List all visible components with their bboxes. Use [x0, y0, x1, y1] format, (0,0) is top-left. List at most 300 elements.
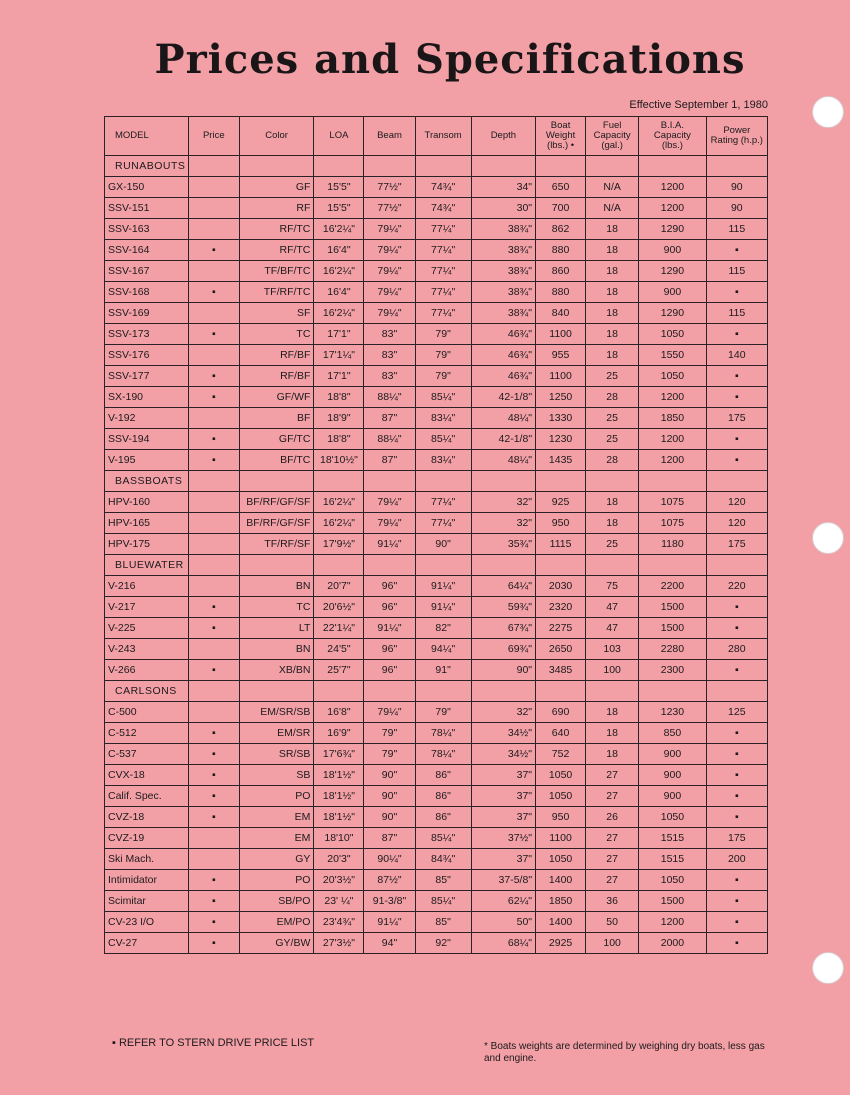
depth-cell: 90": [471, 660, 535, 681]
table-row: [105, 219, 768, 240]
transom-cell: 90": [415, 534, 471, 555]
model-cell: V-192: [105, 408, 189, 429]
empty-cell: [471, 555, 535, 576]
table-row: [105, 744, 768, 765]
depth-cell: 38¾": [471, 219, 535, 240]
bia-cell: 2000: [639, 933, 706, 954]
color-cell: BF/RF/GF/SF: [239, 492, 314, 513]
beam-cell: 90": [364, 765, 415, 786]
empty-cell: [314, 555, 364, 576]
price-cell: [188, 576, 239, 597]
empty-cell: [314, 156, 364, 177]
empty-cell: [415, 156, 471, 177]
table-row: [105, 597, 768, 618]
depth-cell: 37": [471, 765, 535, 786]
bia-cell: 2200: [639, 576, 706, 597]
model-cell: V-243: [105, 639, 189, 660]
beam-cell: 91-3/8": [364, 891, 415, 912]
table-row: [105, 282, 768, 303]
empty-cell: [188, 471, 239, 492]
fuel-cell: 25: [586, 366, 639, 387]
color-cell: TC: [239, 324, 314, 345]
model-cell: SSV-164: [105, 240, 189, 261]
empty-cell: [471, 681, 535, 702]
weight-cell: 690: [536, 702, 586, 723]
model-cell: CVX-18: [105, 765, 189, 786]
bia-cell: 1230: [639, 702, 706, 723]
specifications-table: [104, 116, 768, 954]
price-cell: ▪: [188, 912, 239, 933]
loa-cell: 16'4": [314, 282, 364, 303]
power-cell: 90: [706, 177, 767, 198]
weight-cell: 2030: [536, 576, 586, 597]
power-cell: ▪: [706, 723, 767, 744]
header-power: Power Rating (h.p.): [706, 117, 767, 156]
empty-cell: [188, 555, 239, 576]
bia-cell: 1200: [639, 387, 706, 408]
empty-cell: [364, 156, 415, 177]
model-cell: CV-27: [105, 933, 189, 954]
table-row: [105, 891, 768, 912]
price-cell: ▪: [188, 450, 239, 471]
power-cell: ▪: [706, 366, 767, 387]
empty-cell: [188, 681, 239, 702]
binder-hole: [812, 96, 844, 128]
table-row: [105, 786, 768, 807]
fuel-cell: 18: [586, 240, 639, 261]
power-cell: ▪: [706, 870, 767, 891]
power-cell: 115: [706, 219, 767, 240]
fuel-cell: 18: [586, 492, 639, 513]
price-cell: [188, 345, 239, 366]
empty-cell: [364, 471, 415, 492]
fuel-cell: 18: [586, 219, 639, 240]
power-cell: 120: [706, 492, 767, 513]
section-row: [105, 156, 768, 177]
power-cell: 125: [706, 702, 767, 723]
weight-cell: 950: [536, 513, 586, 534]
depth-cell: 37-5/8": [471, 870, 535, 891]
color-cell: RF/BF: [239, 345, 314, 366]
empty-cell: [639, 156, 706, 177]
power-cell: 140: [706, 345, 767, 366]
bia-cell: 1050: [639, 324, 706, 345]
price-cell: ▪: [188, 744, 239, 765]
power-cell: ▪: [706, 765, 767, 786]
weight-cell: 925: [536, 492, 586, 513]
depth-cell: 50": [471, 912, 535, 933]
bia-cell: 850: [639, 723, 706, 744]
beam-cell: 90": [364, 786, 415, 807]
beam-cell: 87": [364, 408, 415, 429]
model-cell: HPV-175: [105, 534, 189, 555]
weight-cell: 640: [536, 723, 586, 744]
section-label: BLUEWATER: [105, 555, 189, 576]
empty-cell: [586, 471, 639, 492]
bia-cell: 1290: [639, 219, 706, 240]
empty-cell: [188, 156, 239, 177]
beam-cell: 79": [364, 723, 415, 744]
beam-cell: 77½": [364, 198, 415, 219]
fuel-cell: 50: [586, 912, 639, 933]
price-cell: ▪: [188, 429, 239, 450]
header-model: MODEL: [105, 117, 189, 156]
color-cell: RF/BF: [239, 366, 314, 387]
beam-cell: 91¼": [364, 618, 415, 639]
power-cell: ▪: [706, 744, 767, 765]
color-cell: RF/TC: [239, 240, 314, 261]
bia-cell: 1200: [639, 429, 706, 450]
depth-cell: 68¼": [471, 933, 535, 954]
empty-cell: [706, 555, 767, 576]
fuel-cell: 18: [586, 282, 639, 303]
table-row: [105, 450, 768, 471]
fuel-cell: 25: [586, 408, 639, 429]
fuel-cell: 100: [586, 933, 639, 954]
table-row: [105, 723, 768, 744]
color-cell: EM/PO: [239, 912, 314, 933]
bia-cell: 1515: [639, 849, 706, 870]
header-bia: B.I.A. Capacity (lbs.): [639, 117, 706, 156]
transom-cell: 84¾": [415, 849, 471, 870]
model-cell: SSV-169: [105, 303, 189, 324]
empty-cell: [639, 555, 706, 576]
loa-cell: 17'6¾": [314, 744, 364, 765]
bia-cell: 900: [639, 765, 706, 786]
fuel-cell: 18: [586, 303, 639, 324]
weight-cell: 2275: [536, 618, 586, 639]
fuel-cell: N/A: [586, 177, 639, 198]
power-cell: 120: [706, 513, 767, 534]
beam-cell: 79¼": [364, 261, 415, 282]
bia-cell: 2300: [639, 660, 706, 681]
beam-cell: 96": [364, 639, 415, 660]
empty-cell: [415, 681, 471, 702]
bia-cell: 900: [639, 240, 706, 261]
depth-cell: 62¼": [471, 891, 535, 912]
table-row: [105, 324, 768, 345]
transom-cell: 77¼": [415, 282, 471, 303]
power-cell: ▪: [706, 786, 767, 807]
depth-cell: 35¾": [471, 534, 535, 555]
weight-cell: 862: [536, 219, 586, 240]
empty-cell: [364, 555, 415, 576]
transom-cell: 85": [415, 912, 471, 933]
model-cell: SSV-168: [105, 282, 189, 303]
section-row: [105, 471, 768, 492]
model-cell: V-225: [105, 618, 189, 639]
beam-cell: 90¼": [364, 849, 415, 870]
bia-cell: 1050: [639, 870, 706, 891]
depth-cell: 64¼": [471, 576, 535, 597]
transom-cell: 85¼": [415, 828, 471, 849]
header-color: Color: [239, 117, 314, 156]
table-row: [105, 576, 768, 597]
loa-cell: 16'2¼": [314, 513, 364, 534]
depth-cell: 37": [471, 807, 535, 828]
color-cell: RF: [239, 198, 314, 219]
table-row: [105, 702, 768, 723]
beam-cell: 87½": [364, 870, 415, 891]
price-cell: ▪: [188, 891, 239, 912]
transom-cell: 79": [415, 345, 471, 366]
loa-cell: 16'2¼": [314, 261, 364, 282]
loa-cell: 20'6½": [314, 597, 364, 618]
power-cell: ▪: [706, 618, 767, 639]
empty-cell: [471, 471, 535, 492]
table-row: [105, 912, 768, 933]
loa-cell: 15'5": [314, 177, 364, 198]
model-cell: C-512: [105, 723, 189, 744]
color-cell: GY: [239, 849, 314, 870]
empty-cell: [536, 471, 586, 492]
power-cell: 175: [706, 534, 767, 555]
fuel-cell: 47: [586, 597, 639, 618]
loa-cell: 18'10": [314, 828, 364, 849]
depth-cell: 38¾": [471, 303, 535, 324]
weight-cell: 860: [536, 261, 586, 282]
section-label: RUNABOUTS: [105, 156, 189, 177]
color-cell: BF: [239, 408, 314, 429]
loa-cell: 18'1½": [314, 786, 364, 807]
price-cell: ▪: [188, 807, 239, 828]
binder-hole: [812, 952, 844, 984]
weight-cell: 2925: [536, 933, 586, 954]
beam-cell: 77½": [364, 177, 415, 198]
depth-cell: 34½": [471, 744, 535, 765]
color-cell: TC: [239, 597, 314, 618]
beam-cell: 87": [364, 450, 415, 471]
empty-cell: [586, 681, 639, 702]
beam-cell: 79¼": [364, 492, 415, 513]
empty-cell: [239, 555, 314, 576]
transom-cell: 82": [415, 618, 471, 639]
transom-cell: 91¼": [415, 597, 471, 618]
weight-cell: 840: [536, 303, 586, 324]
beam-cell: 96": [364, 660, 415, 681]
empty-cell: [364, 681, 415, 702]
transom-cell: 77¼": [415, 240, 471, 261]
section-row: [105, 555, 768, 576]
fuel-cell: 25: [586, 534, 639, 555]
model-cell: GX-150: [105, 177, 189, 198]
fuel-cell: 75: [586, 576, 639, 597]
bia-cell: 1850: [639, 408, 706, 429]
loa-cell: 20'3": [314, 849, 364, 870]
fuel-cell: 27: [586, 765, 639, 786]
empty-cell: [471, 156, 535, 177]
effective-date: Effective September 1, 1980: [629, 99, 768, 111]
color-cell: PO: [239, 786, 314, 807]
price-cell: ▪: [188, 786, 239, 807]
empty-cell: [639, 681, 706, 702]
price-cell: [188, 219, 239, 240]
transom-cell: 85": [415, 870, 471, 891]
loa-cell: 16'2¼": [314, 219, 364, 240]
fuel-cell: 18: [586, 744, 639, 765]
fuel-cell: 103: [586, 639, 639, 660]
table-row: [105, 387, 768, 408]
transom-cell: 79": [415, 702, 471, 723]
color-cell: RF/TC: [239, 219, 314, 240]
price-cell: [188, 198, 239, 219]
model-cell: Calif. Spec.: [105, 786, 189, 807]
color-cell: EM: [239, 807, 314, 828]
weight-cell: 1050: [536, 786, 586, 807]
fuel-cell: 47: [586, 618, 639, 639]
loa-cell: 17'1¼": [314, 345, 364, 366]
empty-cell: [586, 555, 639, 576]
model-cell: SSV-177: [105, 366, 189, 387]
fuel-cell: 18: [586, 261, 639, 282]
color-cell: SF: [239, 303, 314, 324]
color-cell: LT: [239, 618, 314, 639]
empty-cell: [706, 156, 767, 177]
beam-cell: 79¼": [364, 513, 415, 534]
model-cell: C-537: [105, 744, 189, 765]
model-cell: SSV-151: [105, 198, 189, 219]
power-cell: ▪: [706, 282, 767, 303]
table-row: [105, 261, 768, 282]
loa-cell: 16'9": [314, 723, 364, 744]
bia-cell: 1290: [639, 261, 706, 282]
price-cell: ▪: [188, 618, 239, 639]
depth-cell: 38¾": [471, 282, 535, 303]
beam-cell: 96": [364, 576, 415, 597]
empty-cell: [536, 156, 586, 177]
weight-cell: 1115: [536, 534, 586, 555]
power-cell: ▪: [706, 324, 767, 345]
transom-cell: 77¼": [415, 219, 471, 240]
bia-cell: 1200: [639, 450, 706, 471]
weight-cell: 700: [536, 198, 586, 219]
table-row: [105, 765, 768, 786]
fuel-cell: 18: [586, 513, 639, 534]
transom-cell: 83¼": [415, 408, 471, 429]
header-price: Price: [188, 117, 239, 156]
fuel-cell: 100: [586, 660, 639, 681]
weight-cell: 1435: [536, 450, 586, 471]
transom-cell: 91": [415, 660, 471, 681]
loa-cell: 20'3½": [314, 870, 364, 891]
beam-cell: 83": [364, 366, 415, 387]
beam-cell: 79¼": [364, 702, 415, 723]
bia-cell: 1550: [639, 345, 706, 366]
loa-cell: 24'5": [314, 639, 364, 660]
depth-cell: 32": [471, 492, 535, 513]
empty-cell: [586, 156, 639, 177]
depth-cell: 32": [471, 513, 535, 534]
model-cell: SSV-176: [105, 345, 189, 366]
model-cell: HPV-160: [105, 492, 189, 513]
model-cell: Intimidator: [105, 870, 189, 891]
price-cell: ▪: [188, 387, 239, 408]
transom-cell: 85¼": [415, 891, 471, 912]
fuel-cell: 28: [586, 387, 639, 408]
table-row: [105, 828, 768, 849]
weight-cell: 1330: [536, 408, 586, 429]
loa-cell: 18'1½": [314, 765, 364, 786]
weight-cell: 1250: [536, 387, 586, 408]
table-row: [105, 660, 768, 681]
bia-cell: 1200: [639, 177, 706, 198]
weight-cell: 1050: [536, 765, 586, 786]
weight-cell: 1230: [536, 429, 586, 450]
table-row: [105, 198, 768, 219]
header-loa: LOA: [314, 117, 364, 156]
power-cell: ▪: [706, 807, 767, 828]
transom-cell: 94¼": [415, 639, 471, 660]
table-row: [105, 513, 768, 534]
color-cell: SR/SB: [239, 744, 314, 765]
beam-cell: 83": [364, 345, 415, 366]
price-cell: ▪: [188, 870, 239, 891]
loa-cell: 18'8": [314, 429, 364, 450]
price-cell: [188, 849, 239, 870]
price-cell: ▪: [188, 240, 239, 261]
table-row: [105, 492, 768, 513]
depth-cell: 32": [471, 702, 535, 723]
table-row: [105, 366, 768, 387]
color-cell: BF/RF/GF/SF: [239, 513, 314, 534]
empty-cell: [706, 681, 767, 702]
beam-cell: 91¼": [364, 912, 415, 933]
weight-cell: 1100: [536, 828, 586, 849]
power-cell: 200: [706, 849, 767, 870]
section-label: BASSBOATS: [105, 471, 189, 492]
depth-cell: 67¾": [471, 618, 535, 639]
table-body: [105, 156, 768, 954]
power-cell: 175: [706, 828, 767, 849]
table-row: [105, 849, 768, 870]
fuel-cell: 28: [586, 450, 639, 471]
table-row: [105, 429, 768, 450]
depth-cell: 34½": [471, 723, 535, 744]
footnote-weight: * Boats weights are determined by weighing dry boats, less gas and engine.: [484, 1041, 765, 1064]
color-cell: GY/BW: [239, 933, 314, 954]
bia-cell: 900: [639, 744, 706, 765]
color-cell: BF/TC: [239, 450, 314, 471]
weight-cell: 752: [536, 744, 586, 765]
model-cell: CVZ-18: [105, 807, 189, 828]
color-cell: TF/RF/TC: [239, 282, 314, 303]
weight-cell: 2320: [536, 597, 586, 618]
price-cell: [188, 513, 239, 534]
price-cell: ▪: [188, 324, 239, 345]
power-cell: ▪: [706, 240, 767, 261]
model-cell: SSV-194: [105, 429, 189, 450]
empty-cell: [314, 681, 364, 702]
beam-cell: 90": [364, 807, 415, 828]
price-cell: [188, 408, 239, 429]
depth-cell: 69¾": [471, 639, 535, 660]
transom-cell: 74¾": [415, 177, 471, 198]
beam-cell: 79": [364, 744, 415, 765]
model-cell: V-266: [105, 660, 189, 681]
transom-cell: 78¼": [415, 744, 471, 765]
color-cell: EM/SR: [239, 723, 314, 744]
model-cell: Scimitar: [105, 891, 189, 912]
power-cell: 280: [706, 639, 767, 660]
power-cell: ▪: [706, 450, 767, 471]
price-cell: [188, 639, 239, 660]
empty-cell: [706, 471, 767, 492]
transom-cell: 77¼": [415, 261, 471, 282]
loa-cell: 23' ¼": [314, 891, 364, 912]
color-cell: BN: [239, 639, 314, 660]
price-cell: [188, 534, 239, 555]
loa-cell: 15'5": [314, 198, 364, 219]
